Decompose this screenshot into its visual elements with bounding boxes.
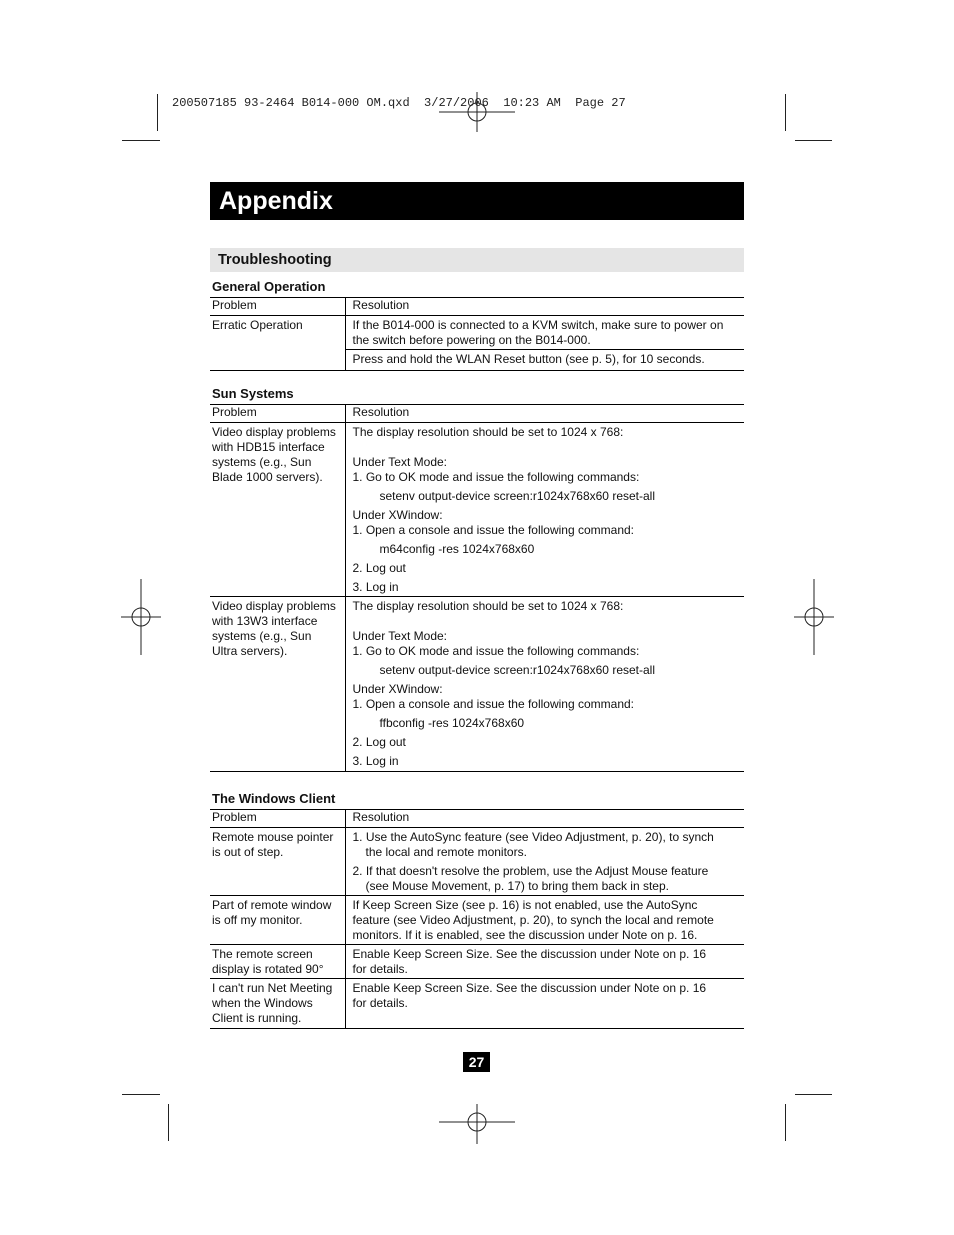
problem-line: Video display problems [212, 599, 336, 613]
table-row [210, 945, 744, 979]
resolution-line: The display resolution should be set to 1024 x 768: [352, 425, 624, 439]
problem-cell [210, 597, 345, 772]
crop-mark [168, 1104, 169, 1141]
print-file-header: 200507185 93-2464 B014-000 OM.qxd 3/27/2006 10:23 AM Page 27 [172, 96, 626, 110]
resolution-cell [345, 896, 744, 945]
resolution-cell [345, 597, 744, 772]
resolution-cell [345, 828, 744, 896]
registration-mark-icon [439, 1104, 515, 1144]
resolution-line: The display resolution should be set to 1024 x 768: [352, 599, 624, 613]
blank-line [353, 440, 743, 455]
resolution-line: Under Text Mode: [352, 455, 447, 469]
problem-cell [210, 828, 345, 896]
resolution-cell [345, 979, 744, 1029]
problem-line: systems (e.g., Sun [212, 455, 312, 469]
section-title: Troubleshooting [210, 248, 744, 272]
table-row [210, 828, 744, 896]
table-row [210, 423, 744, 597]
problem-line: with 13W3 interface [212, 614, 318, 628]
problem-line: with HDB15 interface [212, 440, 325, 454]
problem-cell: Erratic Operation [212, 318, 303, 332]
resolution-line: 1. Use the AutoSync feature (see Video Adjustment, p. 20), to synch [352, 830, 714, 844]
column-header-resolution: Resolution [345, 298, 744, 316]
resolution-cell [345, 945, 744, 979]
problem-cell [210, 896, 345, 945]
general-operation-table [210, 297, 744, 371]
resolution-line: 2. Log out [352, 561, 406, 575]
problem-line: I can't run Net Meeting [212, 981, 333, 995]
problem-line: Blade 1000 servers). [212, 470, 323, 484]
problem-cell [210, 945, 345, 979]
problem-line: display is rotated 90° [212, 962, 324, 976]
resolution-cell [345, 316, 744, 350]
resolution-line: 1. Open a console and issue the following command: [352, 523, 635, 537]
problem-line: Remote mouse pointer [212, 830, 334, 844]
problem-line: is out of step. [212, 845, 284, 859]
resolution-line: 2. Log out [352, 735, 406, 749]
resolution-line: Enable Keep Screen Size. See the discussion under Note on p. 16 [352, 981, 707, 995]
crop-mark [795, 140, 832, 141]
registration-mark-icon [121, 579, 161, 655]
command-line: setenv output-device screen:r1024x768x60 reset-all [379, 489, 655, 503]
resolution-line: 3. Log in [352, 580, 399, 594]
table-row [210, 316, 744, 350]
command-line: ffbconfig -res 1024x768x60 [379, 716, 525, 730]
table-row [210, 597, 744, 772]
resolution-line: the local and remote monitors. [365, 845, 527, 859]
command-line: setenv output-device screen:r1024x768x60 reset-all [379, 663, 655, 677]
resolution-line: for details. [352, 996, 408, 1010]
resolution-line: (see Mouse Movement, p. 17) to bring them back in step. [365, 879, 669, 893]
resolution-line: Under XWindow: [352, 508, 443, 522]
crop-mark [122, 1094, 160, 1095]
resolution-cell [345, 423, 744, 597]
resolution-line: Under Text Mode: [352, 629, 447, 643]
resolution-line: Enable Keep Screen Size. See the discussion under Note on p. 16 [352, 947, 707, 961]
windows-client-table [210, 809, 744, 1029]
problem-cell [210, 423, 345, 597]
table-row [210, 979, 744, 1029]
resolution-line: 3. Log in [352, 754, 399, 768]
problem-line: The remote screen [212, 947, 313, 961]
column-header-resolution: Resolution [345, 405, 744, 423]
column-header-problem: Problem [210, 405, 345, 423]
table-header-row [210, 298, 744, 316]
resolution-line: If the B014-000 is connected to a KVM switch, make sure to power on [352, 318, 724, 332]
problem-cell [210, 979, 345, 1029]
windows-client-heading: The Windows Client [212, 791, 336, 806]
column-header-problem: Problem [210, 298, 345, 316]
problem-line: when the Windows [212, 996, 313, 1010]
column-header-resolution: Resolution [345, 810, 744, 828]
sun-systems-table [210, 404, 744, 772]
resolution-line: 1. Go to OK mode and issue the following commands: [352, 644, 640, 658]
resolution-cell: Press and hold the WLAN Reset button (see p. 5), for 10 seconds. [345, 350, 744, 371]
problem-line: Part of remote window [212, 898, 332, 912]
page-title: Appendix [210, 182, 744, 220]
registration-mark-icon [794, 579, 834, 655]
blank-line [353, 614, 743, 629]
resolution-line: If Keep Screen Size (see p. 16) is not enabled, use the AutoSync [352, 898, 698, 912]
command-line: m64config -res 1024x768x60 [379, 542, 535, 556]
resolution-line: feature (see Video Adjustment, p. 20), to synch the local and remote [352, 913, 714, 927]
table-header-row [210, 405, 744, 423]
crop-mark [122, 140, 160, 141]
problem-line: systems (e.g., Sun [212, 629, 312, 643]
problem-line: Client is running. [212, 1011, 302, 1025]
column-header-problem: Problem [210, 810, 345, 828]
problem-line: Video display problems [212, 425, 336, 439]
resolution-line: the switch before powering on the B014-000. [352, 333, 591, 347]
crop-mark [795, 1094, 832, 1095]
crop-mark [785, 1104, 786, 1141]
resolution-line: for details. [352, 962, 408, 976]
crop-mark [785, 94, 786, 131]
table-row [210, 896, 744, 945]
resolution-line: 1. Open a console and issue the following command: [352, 697, 635, 711]
problem-line: is off my monitor. [212, 913, 303, 927]
crop-mark [157, 94, 158, 131]
resolution-line: 1. Go to OK mode and issue the following commands: [352, 470, 640, 484]
problem-line: Ultra servers). [212, 644, 288, 658]
resolution-line: monitors. If it is enabled, see the discussion under Note on p. 16. [352, 928, 698, 942]
resolution-line: 2. If that doesn't resolve the problem, use the Adjust Mouse feature [352, 864, 709, 878]
page-number: 27 [463, 1052, 490, 1072]
general-operation-heading: General Operation [212, 279, 326, 294]
resolution-line: Under XWindow: [352, 682, 443, 696]
table-header-row [210, 810, 744, 828]
sun-systems-heading: Sun Systems [212, 386, 294, 401]
